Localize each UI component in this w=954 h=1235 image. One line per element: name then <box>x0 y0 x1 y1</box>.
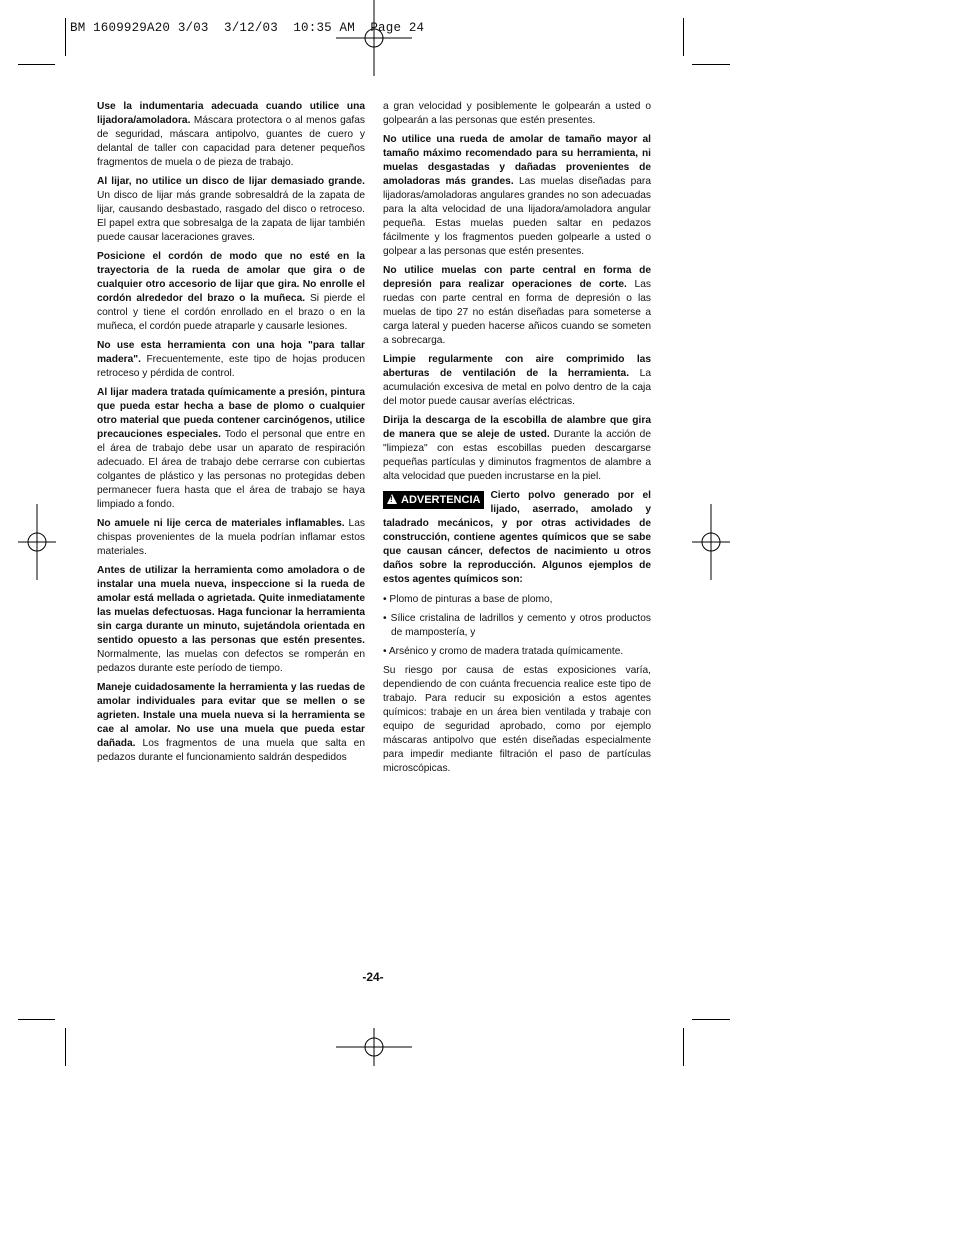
paragraph-body: Máscara protectora o al menos gafas de seguridad, máscara antipolvo, guantes de cuero y delantal de taller con capacidad para detener pequeños fragmentos de muela o de pieza de trabajo. <box>97 115 365 168</box>
paragraph-body: La acumulación excesiva de metal en polvo dentro de la caja del motor puede causar averías eléctricas. <box>383 368 651 407</box>
paragraph <box>383 133 651 259</box>
paragraph-lead: Use la indumentaria adecuada cuando utilice una lijadora/amoladora. <box>97 101 365 126</box>
warning-triangle-icon <box>387 494 397 504</box>
paragraph-lead: Limpie regularmente con aire comprimido las aberturas de ventilación de la herramienta. <box>383 354 651 379</box>
warning-block <box>383 489 651 587</box>
paragraph-lead: Dirija la descarga de la escobilla de alambre que gira de manera que se aleje de usted. <box>383 415 651 440</box>
closing-paragraph: Su riesgo por causa de estas exposiciones varía, dependiendo de con cuánta frecuencia realice este tipo de trabajo. Para reducir su exposición a estos agentes químicos: trabaje en un área bien ventilada y trabaje con equipo de seguridad aprobado, como por ejemplo máscaras antipolvo que estén diseñadas especialmente para impedir mediante filtración el paso de partículas microscópicas. <box>383 665 651 774</box>
paragraph-body: Un disco de lijar más grande sobresaldrá de la zapata de lijar, causando desbastado, rasgado del disco o retroceso. El papel extra que sobresalga de la zapata de lijar también puede causar laceraciones graves. <box>97 190 365 243</box>
warning-text: Cierto polvo generado por el lijado, aserrado, amolado y taladrado mecánicos, y por otras actividades de construcción, contiene agentes químicos que se sabe que causan cáncer, defectos de nacimiento u otros daños sobre la reproducción. Algunos ejemplos de estos agentes químicos son: <box>383 490 651 585</box>
right-column <box>383 100 651 781</box>
paragraph-lead: No amuele ni lije cerca de materiales inflamables. <box>97 518 345 529</box>
warning-badge <box>383 491 484 509</box>
paragraph-body: Normalmente, las muelas con defectos se romperán en pedazos durante este período de tiempo. <box>97 649 365 674</box>
paragraph-body: Las ruedas con parte central en forma de depresión o las muelas de tipo 27 no están diseñadas para someterse a carga lateral y pueden hacerse añicos cuando se someten a sobrecarga. <box>383 279 651 346</box>
paragraph-body: Frecuentemente, este tipo de hojas producen retroceso y pérdida de control. <box>97 354 365 379</box>
paragraph-body: Durante la acción de "limpieza" con estas escobillas pueden descargarse pequeñas partículas y diminutos fragmentos de alambre a alta velocidad que pueden incrustarse en la piel. <box>383 429 651 482</box>
crop-mark-top-left-vertical <box>65 18 66 56</box>
warning-badge-label: ADVERTENCIA <box>401 494 481 506</box>
crop-mark-top-right-horizontal <box>692 64 730 65</box>
paragraph <box>97 386 365 512</box>
paragraph-lead: No utilice muelas con parte central en forma de depresión para realizar operaciones de corte. <box>383 265 651 290</box>
warning-triangle-glyph: ! <box>390 495 393 504</box>
paragraph-lead: No utilice una rueda de amolar de tamaño mayor al tamaño máximo recomendado para su herramienta, ni muelas desgastadas y dañadas provenientes de amoladoras más grandes. <box>383 134 651 187</box>
paragraph-lead: Maneje cuidadosamente la herramienta y las ruedas de amolar individuales para evitar que se mellen o se agrieten. Instale una muela nueva si la herramienta se cae al amolar. No use una muela que pueda estar dañada. <box>97 682 365 749</box>
paragraph <box>97 681 365 765</box>
list-item: • Plomo de pinturas a base de plomo, <box>383 594 553 605</box>
paragraph <box>383 264 651 348</box>
print-slug: BM 1609929A20 3/03 3/12/03 10:35 AM Page 24 <box>70 21 425 35</box>
paragraph <box>383 100 651 128</box>
paragraph-body: Si pierde el control y tiene el cordón enrollado en el brazo o en la muñeca, el cordón puede atraparle y causarle lesiones. <box>97 293 365 332</box>
paragraph-body: Las chispas provenientes de la muela podrían inflamar estos materiales. <box>97 518 365 557</box>
paragraph-body: a gran velocidad y posiblemente le golpearán a usted o golpearán a las personas que estén presentes. <box>383 101 651 126</box>
paragraph <box>383 353 651 409</box>
crop-mark-bottom-right-vertical <box>683 1028 684 1066</box>
paragraph-lead: Antes de utilizar la herramienta como amoladora o de instalar una muela nueva, inspeccione si la rueda de amolar está mellada o agrietada. Quite inmediatamente las muelas defectuosas. Haga funcionar la herramienta sin carga durante un minuto, sujetándola orientada en sentido opuesto a las personas que estén presentes. <box>97 565 365 646</box>
list-item: • Sílice cristalina de ladrillos y cemento y otros productos de mampostería, y <box>383 613 651 638</box>
page-number: -24- <box>362 970 384 984</box>
crop-mark-bottom-right-horizontal <box>692 1019 730 1020</box>
paragraph-lead: Al lijar, no utilice un disco de lijar demasiado grande. <box>97 176 365 187</box>
registration-mark-top-icon <box>336 0 412 78</box>
crop-mark-top-left-horizontal <box>18 64 55 65</box>
paragraph-body: Los fragmentos de una muela que salta en pedazos durante el funcionamiento saldrán despedidos <box>97 738 365 763</box>
crop-mark-bottom-left-vertical <box>65 1028 66 1066</box>
registration-mark-left-icon <box>18 504 56 580</box>
crop-mark-bottom-left-horizontal <box>18 1019 55 1020</box>
paragraph <box>97 100 365 170</box>
list-item: • Arsénico y cromo de madera tratada químicamente. <box>383 646 624 657</box>
paragraph-lead: No use esta herramienta con una hoja "para tallar madera". <box>97 340 365 365</box>
paragraph <box>97 564 365 676</box>
crop-mark-top-right-vertical <box>683 18 684 56</box>
paragraph <box>97 250 365 334</box>
paragraph <box>383 414 651 484</box>
paragraph <box>97 339 365 381</box>
paragraph-lead: Al lijar madera tratada químicamente a presión, pintura que pueda estar hecha a base de plomo o cualquier otro material que pueda contener carcinógenos, utilice precauciones especiales. <box>97 387 365 440</box>
left-column <box>97 100 365 770</box>
paragraph-body: Todo el personal que entre en el área de trabajo debe usar un aparato de respiración adecuado. El área de trabajo debe cerrarse con cubiertas colgantes de plástico y las personas no protegidas deben permanecer fuera hasta que el área de trabajo se haya limpiado a fondo. <box>97 429 365 510</box>
paragraph <box>97 175 365 245</box>
registration-mark-bottom-icon <box>336 1028 412 1066</box>
registration-mark-right-icon <box>692 504 730 580</box>
paragraph-lead: Posicione el cordón de modo que no esté en la trayectoria de la rueda de amolar que gira o de cualquier otro accesorio de lijar que gira. No enrolle el cordón alrededor del brazo o la muñeca. <box>97 251 365 304</box>
paragraph-body: Las muelas diseñadas para lijadoras/amoladoras angulares grandes no son adecuadas para la alta velocidad de una lijadora/amoladora angular pequeña. Estas muelas pueden saltar en pedazos fácilmente y los fragmentos pueden golpearle a usted o golpear a las personas que estén presentes. <box>383 176 651 257</box>
paragraph <box>97 517 365 559</box>
